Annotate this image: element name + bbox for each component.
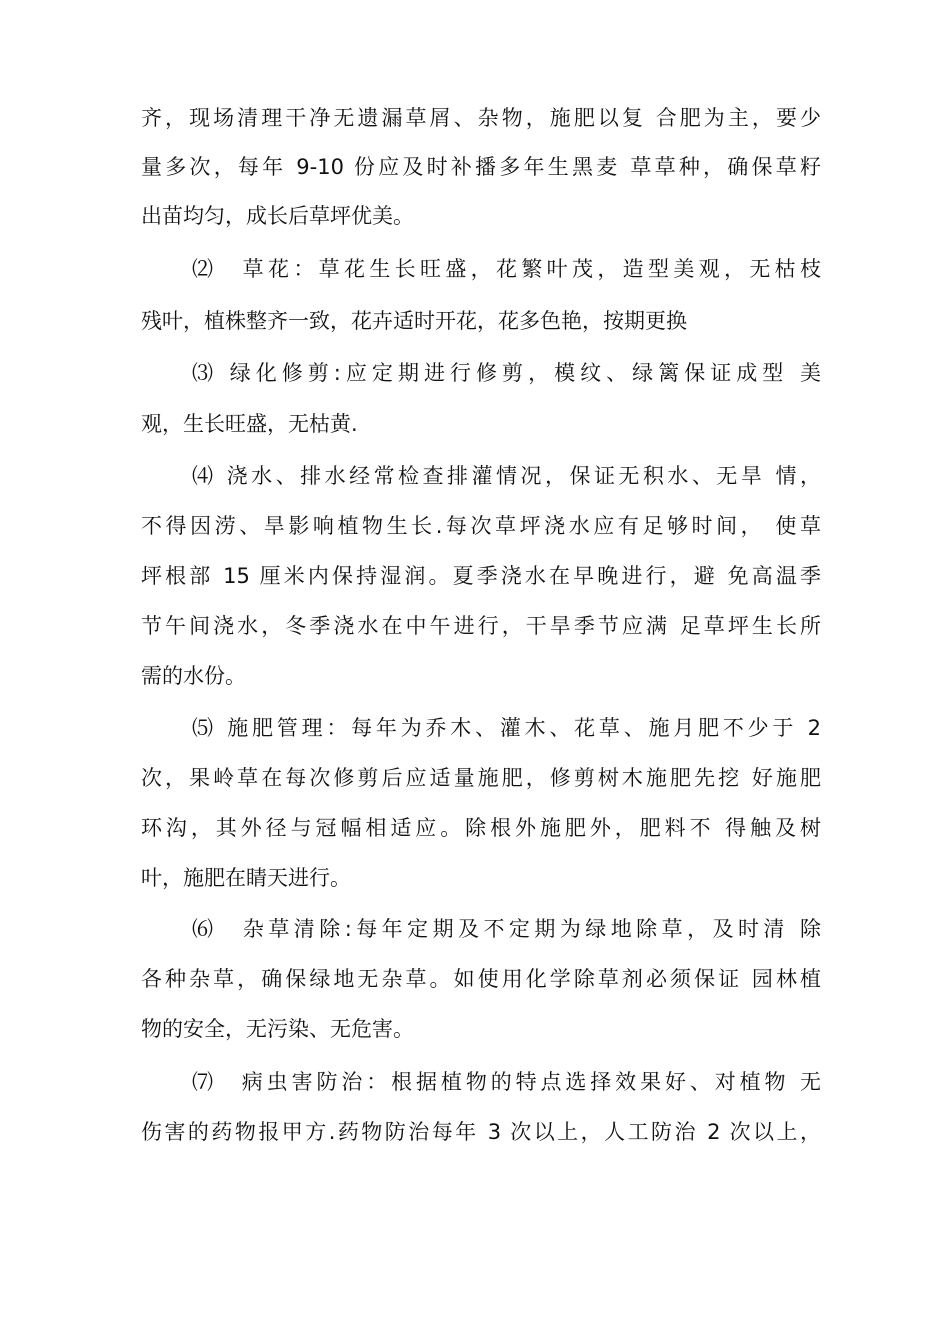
text-line: 出苗均匀，成长后草坪优美。 bbox=[141, 204, 414, 228]
text-line: 物的安全，无污染、无危害。 bbox=[141, 1017, 414, 1041]
text-line: 叶，施肥在睛天进行。 bbox=[141, 866, 351, 890]
text-line: ⑸ 施肥管理：每年为乔木、灌木、花草、施月肥不少于 2 bbox=[192, 716, 821, 740]
text-line: 需的水份。 bbox=[141, 664, 246, 688]
text-line: 伤害的药物报甲方.药物防治每年 3 次以上，人工防治 2 次以上， bbox=[141, 1120, 821, 1144]
text-line: ⑷ 浇水、排水经常检查排灌情况，保证无积水、无旱 情， bbox=[192, 464, 821, 488]
text-line: 节午间浇水，冬季浇水在中午进行，干旱季节应满 足草坪生长所 bbox=[141, 614, 821, 638]
text-line: 不得因涝、旱影响植物生长.每次草坪浇水应有足够时间， 使草 bbox=[141, 514, 821, 538]
text-line: ⑺ 病虫害防治：根据植物的特点选择效果好、对植物 无 bbox=[192, 1070, 821, 1094]
text-line: 次，果岭草在每次修剪后应适量施肥，修剪树木施肥先挖 好施肥 bbox=[141, 766, 821, 790]
text-line: 各种杂草，确保绿地无杂草。如使用化学除草剂必须保证 园林植 bbox=[141, 967, 821, 991]
text-line: 齐，现场清理干净无遗漏草屑、杂物，施肥以复 合肥为主，要少 bbox=[141, 106, 821, 130]
text-line: 残叶，植株整齐一致，花卉适时开花，花多色艳，按期更换 bbox=[141, 309, 687, 333]
text-line: ⑹ 杂草清除:每年定期及不定期为绿地除草，及时清 除 bbox=[192, 917, 821, 941]
text-line: ⑵ 草花：草花生长旺盛，花繁叶茂，造型美观，无枯枝 bbox=[192, 257, 821, 281]
text-line: ⑶ 绿化修剪:应定期进行修剪，模纹、绿篱保证成型 美 bbox=[192, 361, 821, 385]
text-line: 坪根部 15 厘米内保持湿润。夏季浇水在早晚进行，避 免高温季 bbox=[141, 564, 821, 588]
text-line: 观，生长旺盛，无枯黄. bbox=[141, 412, 358, 436]
text-line: 环沟，其外径与冠幅相适应。除根外施肥外，肥料不 得触及树 bbox=[141, 816, 821, 840]
text-line: 量多次，每年 9-10 份应及时补播多年生黑麦 草草种，确保草籽 bbox=[141, 155, 821, 179]
